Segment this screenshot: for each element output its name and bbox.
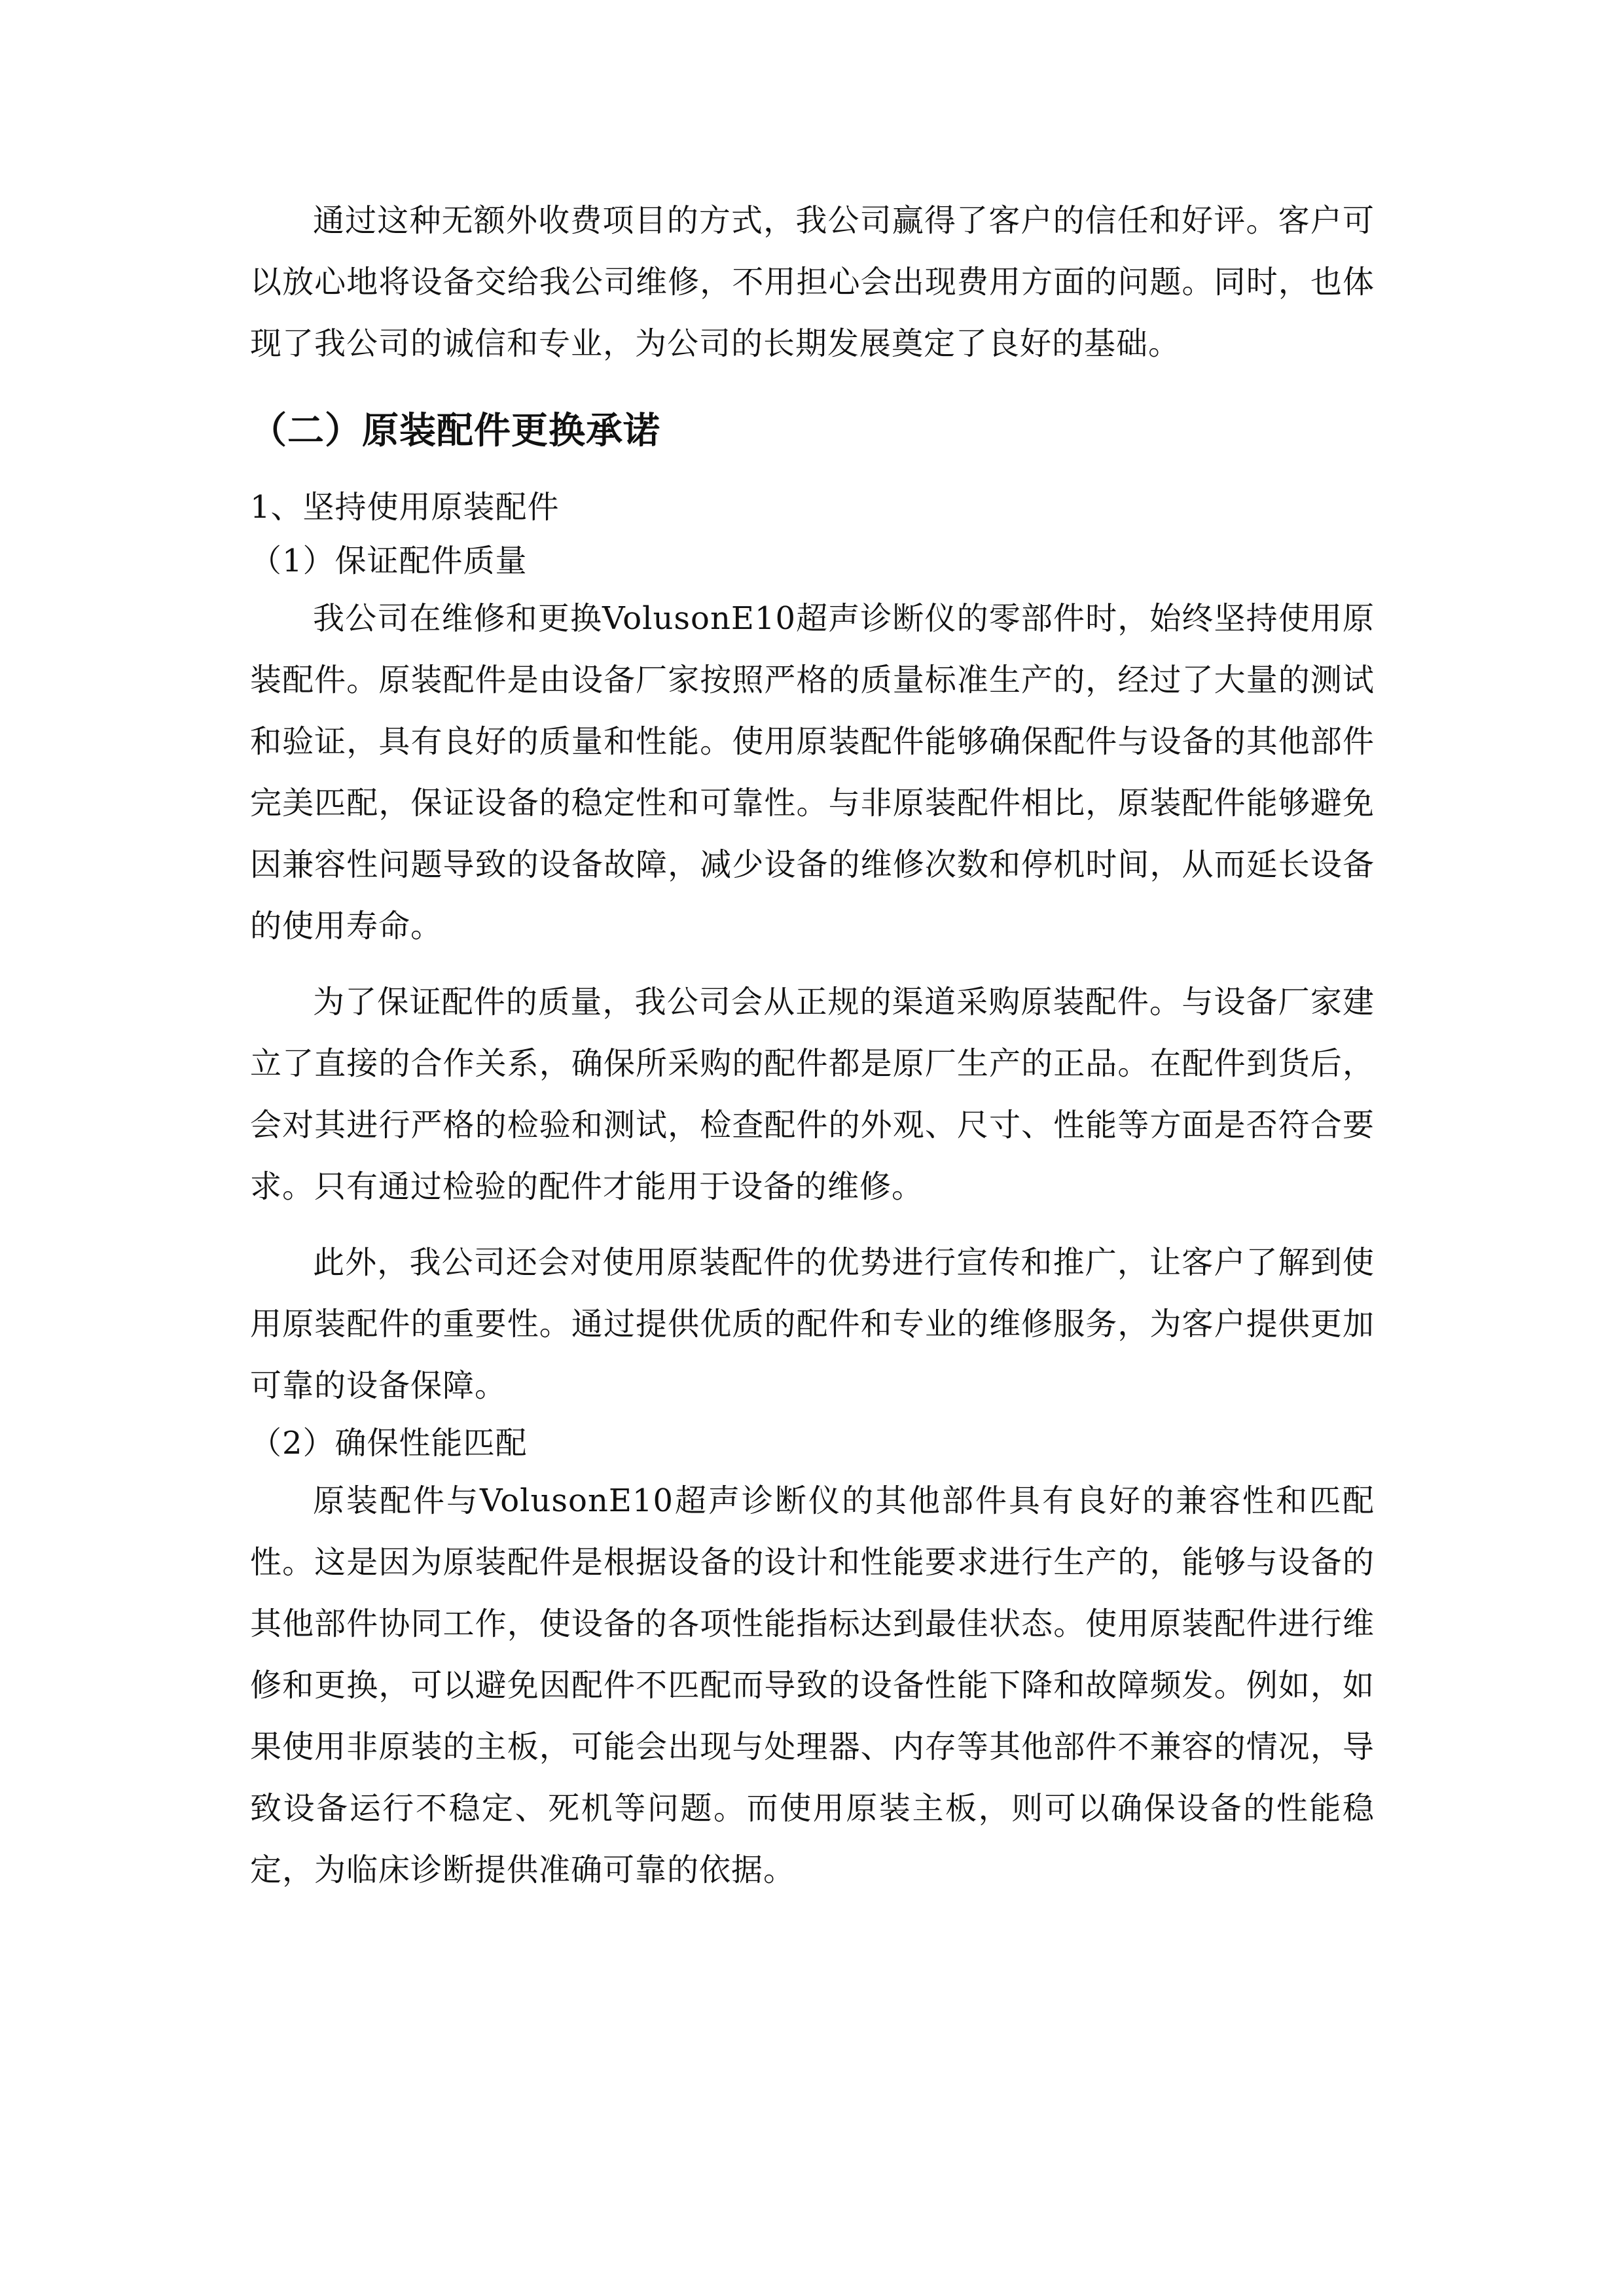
item-title-quality: （1）保证配件质量 xyxy=(250,543,528,579)
paragraph-performance-1: 原装配件与VolusonE10超声诊断仪的其他部件具有良好的兼容性和匹配性。这是因为原装配件是根据设备的设计和性能要求进行生产的，能够与设备的其他部件协同工作，使设备的各项性能指标达到最佳状态。使用原装配件进行维修和更换，可以避免因配件不匹配而导致的设备性能下降和故障频发。例如，如果使用非原装的主板，可能会出现与处理器、内存等其他部件不兼容的情况，导致设备运行不稳定、死机等问题。而使用原装主板，则可以确保设备的性能稳定，为临床诊断提供准确可靠的依据。 xyxy=(250,1482,1375,1888)
document-body xyxy=(250,190,1375,1901)
subsection-title: 1、坚持使用原装配件 xyxy=(250,489,560,526)
intro-paragraph: 通过这种无额外收费项目的方式，我公司赢得了客户的信任和好评。客户可以放心地将设备交给我公司维修，不用担心会出现费用方面的问题。同时，也体现了我公司的诚信和专业，为公司的长期发展奠定了良好的基础。 xyxy=(250,202,1375,362)
paragraph-spacer xyxy=(250,1217,1375,1232)
section-title: （二）原装配件更换承诺 xyxy=(250,409,660,452)
paragraph-quality-2: 为了保证配件的质量，我公司会从正规的渠道采购原装配件。与设备厂家建立了直接的合作关系，确保所采购的配件都是原厂生产的正品。在配件到货后，会对其进行严格的检验和测试，检查配件的外观、尺寸、性能等方面是否符合要求。只有通过检验的配件才能用于设备的维修。 xyxy=(250,984,1375,1205)
paragraph-quality-1: 我公司在维修和更换VolusonE10超声诊断仪的零部件时，始终坚持使用原装配件。原装配件是由设备厂家按照严格的质量标准生产的，经过了大量的测试和验证，具有良好的质量和性能。使用原装配件能够确保配件与设备的其他部件完美匹配，保证设备的稳定性和可靠性。与非原装配件相比，原装配件能够避免因兼容性问题导致的设备故障，减少设备的维修次数和停机时间，从而延长设备的使用寿命。 xyxy=(250,600,1375,944)
paragraph-spacer xyxy=(250,957,1375,971)
item-title-performance: （2）确保性能匹配 xyxy=(250,1425,528,1462)
paragraph-quality-3: 此外，我公司还会对使用原装配件的优势进行宣传和推广，让客户了解到使用原装配件的重要性。通过提供优质的配件和专业的维修服务，为客户提供更加可靠的设备保障。 xyxy=(250,1244,1375,1404)
